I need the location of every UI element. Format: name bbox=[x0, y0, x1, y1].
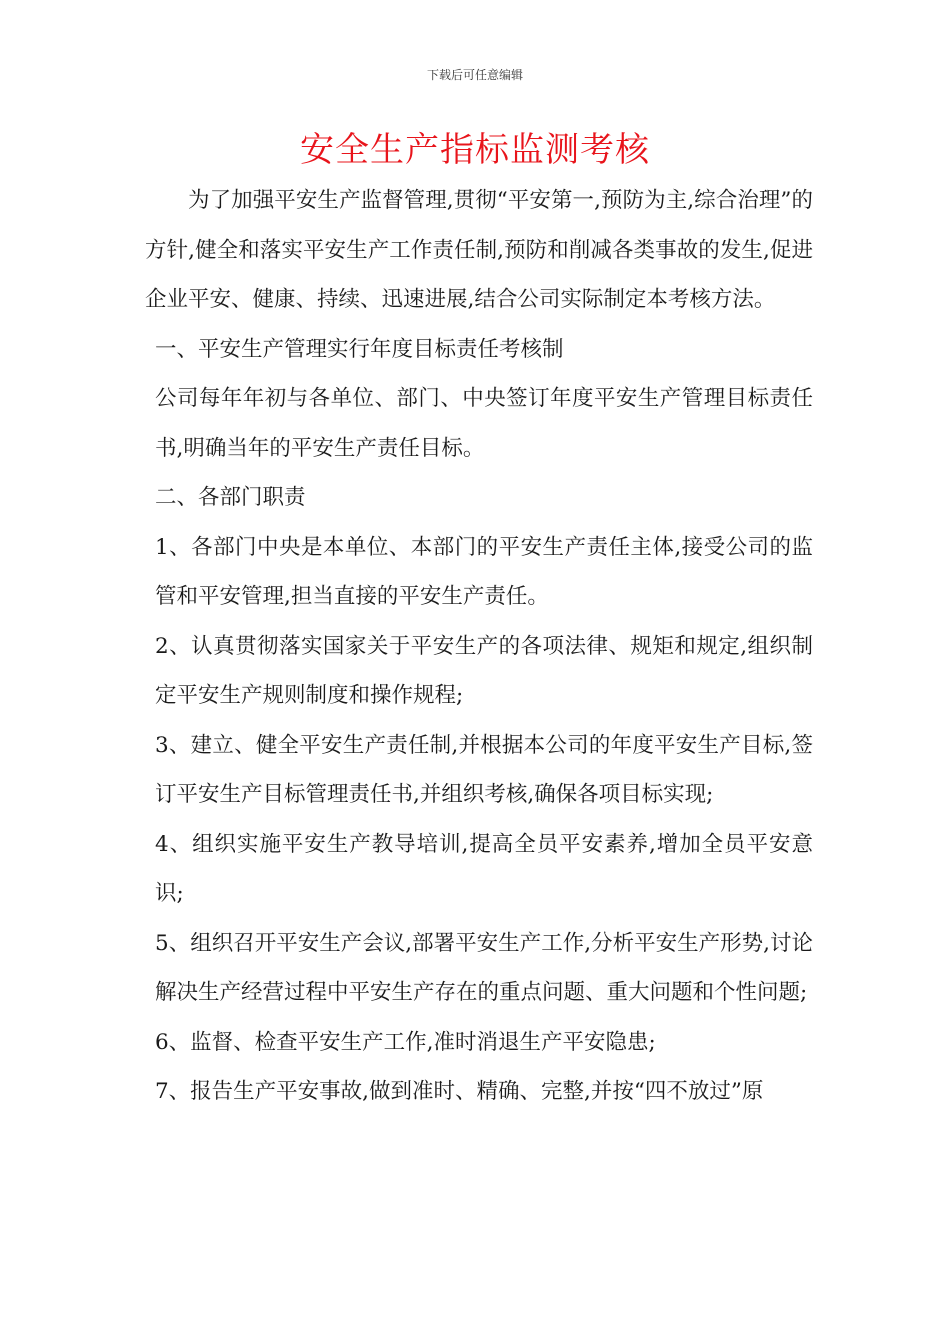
section-heading-2: 二、各部门职责 bbox=[155, 485, 306, 510]
list-item-4: 4、组织实施平安生产教导培训,提高全员平安素养,增加全员平安意识; bbox=[155, 831, 813, 906]
header-note: 下载后可任意编辑 bbox=[426, 68, 523, 82]
list-item-7: 7、报告生产平安事故,做到准时、精确、完整,并按“四不放过”原 bbox=[155, 1079, 764, 1104]
intro-paragraph: 为了加强平安生产监督管理,贯彻“平安第一,预防为主,综合治理”的方针,健全和落实平安生产工作责任制,预防和削减各类事故的发生,促进企业平安、健康、持续、迅速进展,结合公司实际制定本考核方法。 bbox=[145, 188, 813, 312]
list-item-5: 5、组织召开平安生产会议,部署平安生产工作,分析平安生产形势,讨论解决生产经营过程中平安生产存在的重点问题、重大问题和个性问题; bbox=[155, 930, 813, 1005]
list-item-3: 3、建立、健全平安生产责任制,并根据本公司的年度平安生产目标,签订平安生产目标管理责任书,并组织考核,确保各项目标实现; bbox=[155, 732, 813, 807]
section-heading-1: 一、平安生产管理实行年度目标责任考核制 bbox=[155, 336, 564, 362]
document-title: 安全生产指标监测考核 bbox=[300, 130, 650, 170]
list-item-2: 2、认真贯彻落实国家关于平安生产的各项法律、规矩和规定,组织制定平安生产规则制度和操作规程; bbox=[155, 633, 813, 708]
document-body bbox=[145, 176, 813, 1117]
list-item-6: 6、监督、检查平安生产工作,准时消退生产平安隐患; bbox=[155, 1029, 656, 1055]
paragraph: 公司每年年初与各单位、部门、中央签订年度平安生产管理目标责任书,明确当年的平安生产责任目标。 bbox=[155, 386, 813, 461]
list-item-1: 1、各部门中央是本单位、本部门的平安生产责任主体,接受公司的监管和平安管理,担当直接的平安生产责任。 bbox=[155, 534, 813, 609]
